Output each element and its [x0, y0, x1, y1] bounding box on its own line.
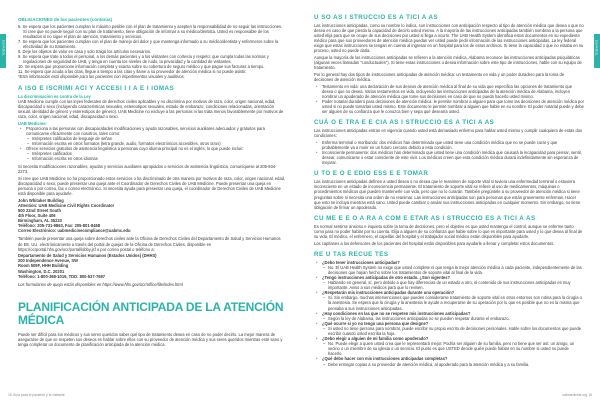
obligations-heading: OBLIGACIONES de los pacientes (continúa)	[18, 17, 113, 22]
address-line: Washington, D.C. 20201	[18, 268, 65, 274]
list-item: • Proporciona a las personas con discapacidades modificaciones y ayuda razonables, servicios auxiliares adecuados y gratuitos para comunicarse eficazmente con nosotros, tales como:	[18, 126, 286, 136]
list-item: • Enferma terminal o moribundo: dos médicos han determinado que usted tiene una condición médica que no se puede curar y que probablemente va a morir en un futuro cercano debido a esta condición.	[314, 140, 584, 150]
instructions-text: Las instrucciones anticipadas, como su nombre lo indica, son instrucciones con anticipación respecto al tipo de atención médica que desea o que no desea en caso de que pierda la capacidad de decirlo usted mismo. A la mayoría de las instrucciones anticipadas también nombran a la persona que usted elija para que se ocupe de sus decisiones por usted si llega a ocurrir. The UAB Health System identifica estos documentos en su expediente médico para que sus proveedores de atención médica puedan ver usted puede pedir información de las instrucciones anticipadas. La ley federal exige que estas instrucciones se tengan en cuenta al ingresar en un hospital para los de estos archivos. Si tiene la capacidad o que no estaba en su proceso, usted no puede darla.	[314, 23, 584, 54]
obligations-list	[18, 24, 286, 75]
faq-question: • ¿Debo elegir a alguien de mi familia como apoderado?	[314, 336, 584, 341]
non-discrimination-heading: A ISO E ISCRIMI ACI Y ACCESI I I A E I IOMAS	[18, 84, 175, 92]
instructions-text: Por lo general hay dos tipos de instrucciones anticipadas de atención médica: un testamento en vida y un poder duradero para la toma de decisiones de atención médica.	[314, 71, 565, 82]
faq-question: • ¿Tengo instrucciones anticipadas de otro estado. ¿Son vigentes?	[314, 275, 584, 280]
address-line: Birmingham, AL 35233	[18, 218, 62, 224]
address-line: Teléfono: 1-800-368-1019, TDD: 800-537-7697	[18, 273, 106, 279]
obligation-item: 8. Deje los objetos de valor en casa y solo traiga los artículos necesarios.	[18, 48, 152, 54]
faq-answer: – No. Puede elegir a quien usted crea que le representará mejor. Podría ser alguien de su familia, pero no tiene que ser así: un amigo, un vecino o un miembro de su iglesia o un servicio. El punto es que USTED decide quién puede hablar en su nombre si usted no puede hacerlo.	[314, 341, 584, 356]
list-item: • Inconsciente permanente: dos médicos han determinado que usted tiene una condición médica que causará la incapacidad para pensar, sentir, desear, comunicarse o estar consciente de este vivir. Los médicos creen que esta condición médica durará indefinidamente sin esperanza de mejorar.	[314, 150, 584, 165]
instructions-heading: U SO AS I STRUCCIO ES A TICI A AS	[314, 14, 439, 21]
address-line: Departamento de Salud y Servicios Humanos (Estados Unidos) (DHHS)	[18, 253, 157, 259]
faq-question: • ¿Debo tener instrucciones anticipadas?	[314, 260, 584, 265]
faq-answer: – Según la ley de Alabama, las instrucciones anticipadas no se pueden respetar durante el embarazo.	[314, 316, 584, 321]
language-tab-label: ESPAÑOL	[1, 40, 6, 57]
page-footer: 18 Guía para el paciente y la visitante	[8, 393, 65, 397]
list-item: – Intérpretes calificados	[18, 151, 286, 156]
faq-list	[314, 260, 584, 367]
address-line: 500 22nd Street South	[18, 208, 61, 213]
address-line: Room 509F, HHH Building	[18, 263, 69, 269]
obligation-item: 11. Se espera que acuda a las citas, llegue a tiempo a las citas y llame a su proveedor de atención médica si no puede asistir.	[18, 69, 247, 75]
list-item: – Intérpretes calificados de lenguaje de señas	[18, 136, 286, 141]
section-title: PLANIFICACIÓN ANTICIPADA DE LA ATENCIÓN MÉDICA	[18, 299, 284, 327]
when-heading: CUÁ O E TRA E E CIA AS I STRUCCIO ES A TICI A AS	[314, 119, 495, 127]
obligation-item: 9. Se espera que trate a todos el personal, a los demás pacientes y a los visitantes con cortesía y respeto; que cumpla todas las normas y regulaciones de seguridad de UAB, y tenga en cuenta los niveles de ruido, la privacidad y la cantidad de visitantes.	[18, 54, 269, 65]
ocr-text: También puede presentar una queja sobre derechos civiles ante la Oficina de Derechos Civiles del Departamento de Salud y Servicios Humanos de EE. UU. electrónicamente a través del portal de quejas de la Oficina de Derechos Civiles, disponible en https://ocrportal.hhs.gov/ocr/portal/lobby.jsf o por correo postal o teléfono a:	[18, 236, 281, 252]
complaint-text: Si cree que UAB Medicine no ha proporcionado estos servicios o ha discriminado de otra manera por motivos de raza, color, origen nacional, edad, discapacidad o sexo, puede presentar una queja ante el Coordinador de Derechos Civiles de UAB Medicine. Puede presentar una queja en persona o por correo, fax o correo electrónico. Si necesita ayuda para presentar una queja, el coordinador de Derechos Civiles de UAB Medicine está disponible para ayudarle.	[18, 175, 286, 197]
faq-question: • ¿Qué debo hacer con mis instrucciones anticipadas completas?	[314, 356, 584, 361]
right-column	[314, 14, 584, 367]
forms-heading: CU ME E E O A RA A COM E ETAR AS I STRUCCIO ES A TICI A AS	[314, 214, 536, 222]
address-line: Teléfono: 205-731-9863, Fax: 205-801-8468	[18, 223, 101, 229]
faq-answer: – No. El UAB Health System no exige que usted complete ni que tenga la mejor atención médica a cada paciente, independientemente de las decisiones que hayan hecho sobre los tratamientos de soporte vital al final de la vida.	[314, 265, 584, 275]
dhhs-address	[18, 253, 286, 278]
language-tab-label: ESPAÑOL	[594, 40, 599, 57]
contact-text: Si necesita modificaciones razonables, ayudas y servicios auxiliares apropiados o servicios de asistencia lingüística, comuníquese al 205-934-2273.	[18, 164, 277, 175]
faq-question: • ¿Hay condiciones en las que no se respeten mis instrucciones anticipadas?	[314, 311, 584, 316]
obligations-note: *Esta información está disponible para los pacientes con impedimentos visuales y auditivos.	[18, 74, 185, 80]
when-text: Las instrucciones anticipadas entran en vigencia cuando usted está demasiado enfermo para hablar usted mismo y cumplir cualquiera de estas dos condiciones:	[314, 128, 583, 139]
address-line: Attention: UAB Medicine Civil Rights Coordinator	[18, 202, 115, 208]
section-text: Puede ser difícil para los médicos y sus seres queridos saber qué tipo de tratamiento desea en caso de no poder decirlo. La mejor manera de asegurarse de que se respeten sus deseos es hablar sobre ellos con su proveedor de atención médica y sus seres queridos mientras esté sano y tenga completar un documento de planificación anticipada de la atención médica.	[18, 331, 283, 347]
civil-rights-address	[18, 198, 286, 234]
faq-answer: – Hablando en general, sí, pero debido a que hay diferencias de un estado a otro, el contenido de sus instrucciones anticipadas es muy importante. Aviso a sus médicos para que lo revisen.	[314, 280, 584, 290]
list-item: • Ofrece servicios gratuitos de asistencia lingüística a personas cuyo idioma principal no es el inglés, lo que puede incluir:	[18, 146, 286, 151]
page-footer: uabmedicine.org 19	[562, 393, 592, 397]
non-discrimination-text: UAB Medicine cumple con las leyes federales de derechos civiles aplicables y no discrimina por motivos de raza, color, origen nacional, edad, discapacidad o sexo (incluyendo características sexuales, estereotipos sexuales, estado de embarazo, condiciones relacionadas, orientación sexual, identidad de género y estereotipos de género). UAB Medicine no excluye a las personas ni las trata menos favorablemente por motivos de raza, color, origen nacional, edad, discapacidad o sexo.	[18, 98, 284, 119]
faq-answer: – Si usted no tiene persona para nombrar, puede escribir su propio escrito de decisiones personales. Hable sobre los documentos que puede escribir cuando usted escriba la hoja.	[314, 326, 584, 336]
obligation-item: 7. Se espera que los pacientes cumplan con el plan de manejo del dolor y que mantenga informado a su médico/dentista y enfermeros sobre la efectividad de su tratamiento.	[18, 38, 279, 49]
forms-text: Es normal sentirse ansioso e inquieto sobre la toma de decisiones, pero el objetivo es que usted mantenga el control, aunque se enferme tanto como para no poder hablar por su cuenta. Elija a alguien de su confianza que hable sobre lo que es importante para usted y lo que desea al final de su vida. El médico, el enfermero, el capellán del hospital y el trabajador social médico están disponibles para ayudarle.	[314, 223, 583, 239]
left-column	[18, 14, 286, 349]
dnr-text: Las instrucciones anticipadas definen a usted desea o no desea que le reanimen de soporte vital si tuviera una enfermedad terminal o estuviera inconsciente en un estado de inconsciencia permanente. El tratamiento de soporte vital se refiere al uso de medicamentos, máquinas o procedimientos médicos que pueden mantenerle con vida, pero que no lo curarán. También pregúntele a su proveedor de atención médica si tiene preguntas sobre si necesita una orden de no reanimar. Las instrucciones anticipadas son para personas que están gravemente enfermas. Hacer que esto se incluya mientras está sano. Usted puede cambiar o anular sus instrucciones anticipadas en cualquier momento. Sin embargo, no tiene obligación de firmar un apoderado.	[314, 179, 581, 210]
list-item: – Información escrita en otros formatos (letra grande, audio, formatos electrónicos accesibles, otros otros)	[18, 141, 286, 146]
right-page	[300, 0, 600, 400]
forms-note: Los formularios de queja están disponibles en https://www.hhs.gov/ocr/office/file/index.html	[18, 281, 183, 287]
instructions-text: Aunque la mayoría de las instrucciones anticipadas se refieren a la atención médica, Alabama reconoce las instrucciones anticipadas psiquiátricas (algunas veces llamadas "conductuales"). Si tiene estas instrucciones o desea información sobre este tipo de instrucciones, hable con su equipo de tratamiento.	[314, 55, 582, 71]
list-item: • Poder notarial duradero para decisiones de atención médica: le permite nombrar a alguien para que tome las decisiones de atención médica por usted si no puede tomarlas usted mismo. Este documento le permite nombrar a alguien que hable en su nombre. El poder notarial puede y debe ser alguien de su confianza que le conozca bien y sepa qué desearía usted.	[314, 99, 584, 114]
faq-question: • ¿Qué ocurre si yo no tengo una persona que designe?	[314, 321, 584, 326]
faq-question: • ¿Respetarán mis instrucciones anticipadas durante una operación?	[314, 290, 584, 295]
obligation-item: 10. Se espera que proporcione información completa y exacta sobre su cobertura de seguro médico y que pague sus facturas a tiempo.	[18, 64, 265, 70]
obligation-item: 6. Se espera que los pacientes cumplan lo máximo posible con el plan de tratamiento y acepten la responsabilidad de no seguir las instrucciones. Si cree que no puede seguir con su plan de tratamiento, tiene obligación de informar a su médico/dentista. Usted es responsable de los resultados si no sigue el plan de atención, tratamiento y servicios.	[18, 23, 283, 39]
list-item: • Testamento en vida: una declaración de sus deseos de atención médica al final de su vida que especifica las opciones de tratamiento que desea o que no desea. Varios testamentos en vida, incluyendo las instrucciones anticipadas de la atención médica de Alabama, incluyen nombrar un apoderado de atención médica que tome sus decisiones en caso de que no pueda hacerlo usted mismo.	[314, 84, 584, 99]
address-line: 4th Floor, Suite 406	[18, 213, 56, 219]
non-discrimination-label: La discriminación es contra de la Ley	[18, 93, 91, 99]
faq-heading: RE U TAS RECUE TES	[314, 250, 389, 258]
list-item: – Información escrita en otros idiomas	[18, 156, 286, 161]
forms-text: Los capitanes a los defensores de los pacientes del hospital están disponibles para ayudarle a llenar y completar estos documentos.	[314, 240, 555, 246]
faq-answer: – Sí. Sin embargo, muchas intervenciones que pueden considerarse tratamiento de soporte vital en otros entornos son rutina para la cirugía o la anestesia. Se espera que la cirugía y la anestesia le ayude a recuperarse de su operación por lo que es posible que no es la misma que pensaba a sus instrucciones anticipadas.	[314, 295, 584, 310]
address-line: Correo Electrónico: uabmedicinecompliance@uabmc.edu	[18, 228, 131, 234]
address-line: John Whitaker Building	[18, 197, 64, 203]
uab-medicine-label: UAB Medicine:	[18, 120, 47, 126]
dnr-heading: U TO E O E EDIO ESS E E TOMAR	[314, 170, 429, 178]
faq-answer: – Debe entregar copias a su proveedor de atención médica, al apoderado para la atención médica y a su familia.	[314, 362, 584, 367]
address-line: 200 Independence Avenue, SW	[18, 258, 78, 264]
